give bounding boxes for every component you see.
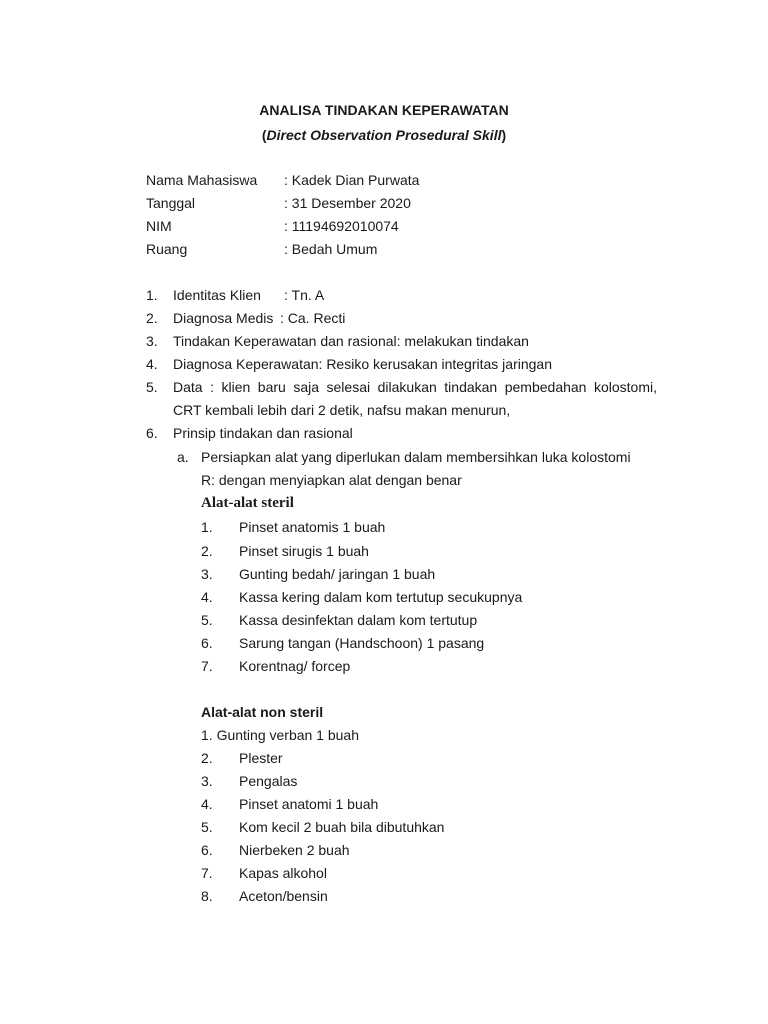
list-item: Kom kecil 2 buah bila dibutuhkan [239, 819, 445, 835]
list-number: 1. [146, 287, 158, 303]
list-item-text-continued: CRT kembali lebih dari 2 detik, nafsu makan menurun, [173, 402, 511, 418]
list-item: Kassa desinfektan dalam kom tertutup [239, 612, 478, 628]
list-number: 3. [146, 333, 158, 349]
list-number: 5. [201, 612, 213, 628]
identity-label: Nama Mahasiswa [146, 172, 258, 188]
list-number: 5. [146, 379, 158, 395]
list-item: Korentnag/ forcep [239, 658, 351, 674]
list-number: 2. [201, 543, 213, 559]
list-item: Pinset anatomi 1 buah [239, 796, 379, 812]
list-item: Pinset sirugis 1 buah [239, 543, 369, 559]
list-item: Kapas alkohol [239, 865, 327, 881]
document-subtitle [0, 126, 768, 144]
list-item-text: Data : klien baru saja selesai dilakukan tindakan pembedahan kolostomi, [173, 379, 657, 395]
identity-value: : Kadek Dian Purwata [284, 172, 420, 188]
subtitle-open-paren: ( [261, 127, 267, 143]
list-number: 5. [201, 819, 213, 835]
list-number: 6. [201, 842, 213, 858]
list-number: 2. [146, 310, 158, 326]
list-item: Nierbeken 2 buah [239, 842, 350, 858]
list-item: Gunting bedah/ jaringan 1 buah [239, 566, 436, 582]
list-number: 7. [201, 865, 213, 881]
list-item-value: : Ca. Recti [280, 310, 346, 326]
list-item-text: Prinsip tindakan dan rasional [173, 425, 353, 441]
list-number: 3. [201, 773, 213, 789]
list-number: 8. [201, 888, 213, 904]
list-item: Plester [239, 750, 283, 766]
identity-label: NIM [146, 218, 172, 234]
list-item-label: Identitas Klien [173, 287, 261, 303]
subtitle-close-paren: ) [501, 127, 507, 143]
section-heading: Alat-alat steril [201, 495, 294, 511]
list-item-text: Diagnosa Keperawatan: Resiko kerusakan integritas jaringan [173, 356, 552, 372]
document-title: ANALISA TINDAKAN KEPERAWATAN [259, 102, 509, 118]
list-item-text: Tindakan Keperawatan dan rasional: melakukan tindakan [173, 333, 529, 349]
identity-value: : 31 Desember 2020 [284, 195, 411, 211]
list-item: Pengalas [239, 773, 298, 789]
list-number: 7. [201, 658, 213, 674]
sub-item-text: Persiapkan alat yang diperlukan dalam membersihkan luka kolostomi [201, 449, 631, 465]
sub-item-rationale: R: dengan menyiapkan alat dengan benar [201, 472, 462, 488]
list-number: 1. [201, 519, 213, 535]
list-item: Sarung tangan (Handschoon) 1 pasang [239, 635, 485, 651]
list-number: 3. [201, 566, 213, 582]
subtitle-text: Direct Observation Prosedural Skill [266, 127, 502, 143]
list-item: Pinset anatomis 1 buah [239, 519, 386, 535]
list-item: Kassa kering dalam kom tertutup secukupnya [239, 589, 523, 605]
list-item-value: : Tn. A [284, 287, 325, 303]
identity-label: Ruang [146, 241, 188, 257]
identity-value: : Bedah Umum [284, 241, 378, 257]
list-number: 6. [146, 425, 158, 441]
section-heading: Alat-alat non steril [201, 704, 324, 720]
list-number: 2. [201, 750, 213, 766]
list-item: Aceton/bensin [239, 888, 328, 904]
list-number: 4. [201, 796, 213, 812]
sub-item-letter: a. [177, 449, 189, 465]
list-item: 1. Gunting verban 1 buah [201, 727, 360, 743]
list-number: 6. [201, 635, 213, 651]
list-number: 4. [201, 589, 213, 605]
identity-label: Tanggal [146, 195, 196, 211]
list-item-label: Diagnosa Medis [173, 310, 274, 326]
identity-value: : 11194692010074 [284, 218, 399, 234]
list-number: 4. [146, 356, 158, 372]
